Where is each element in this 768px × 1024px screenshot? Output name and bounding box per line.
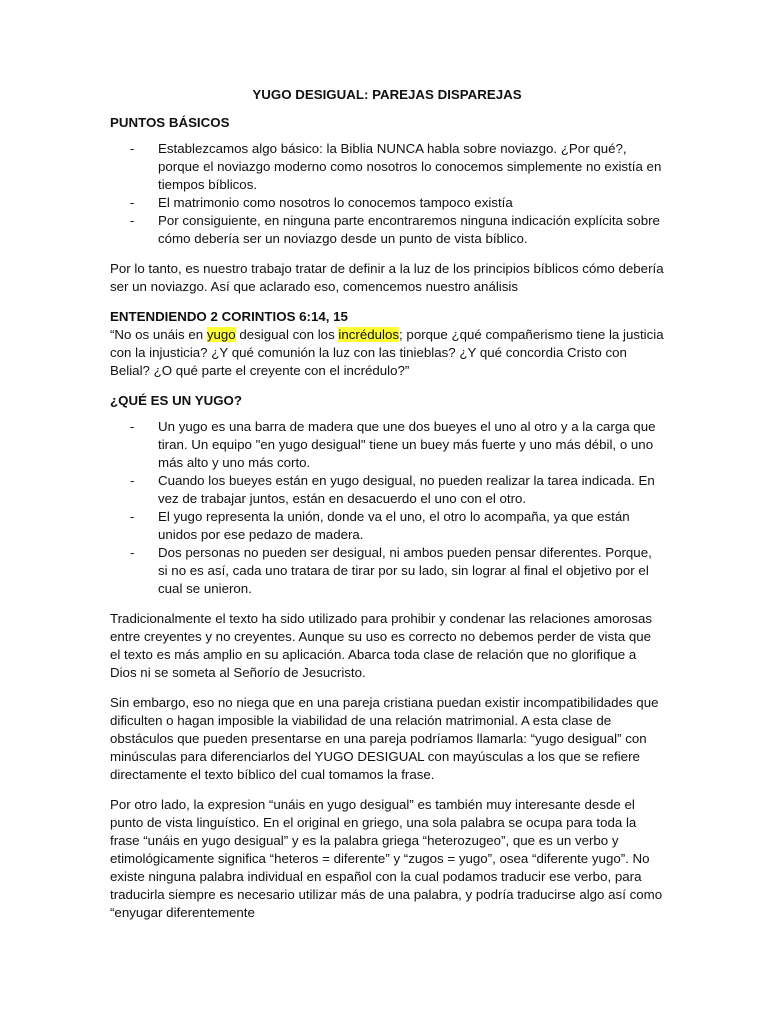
verse-text: ; porque ¿qué compañerismo tiene la justicia con la injusticia? ¿Y qué comunión la luz con las tinieblas? ¿Y qué concordia Cristo con Belial? ¿O qué parte el creyente con el incrédulo?” <box>110 327 664 378</box>
dash-bullet: - <box>130 545 135 560</box>
document-title: YUGO DESIGUAL: PAREJAS DISPAREJAS <box>252 87 522 102</box>
section-heading-puntos-basicos: PUNTOS BÁSICOS <box>110 115 230 130</box>
bullet-list-puntos-basicos <box>110 140 664 248</box>
verse-text: “No os unáis en <box>110 327 207 342</box>
list-item <box>110 508 664 544</box>
list-item <box>110 544 664 598</box>
dash-bullet: - <box>130 509 135 524</box>
list-item-text: Un yugo es una barra de madera que une dos bueyes el uno al otro y a la carga que tiran. Un equipo "en yugo desigual" tiene un buey más fuerte y uno más débil, o uno más alto y uno más corto. <box>158 419 656 470</box>
dash-bullet: - <box>130 141 135 156</box>
list-item-text: El yugo representa la unión, donde va el uno, el otro lo acompaña, ya que están unidos por ese pedazo de madera. <box>158 509 630 542</box>
dash-bullet: - <box>130 213 135 228</box>
paragraph: Por lo tanto, es nuestro trabajo tratar de definir a la luz de los principios bíblicos cómo debería ser un noviazgo. Así que aclarado eso, comencemos nuestro análisis <box>110 261 664 294</box>
dash-bullet: - <box>130 419 135 434</box>
list-item-text: El matrimonio como nosotros lo conocemos tampoco existía <box>158 195 513 210</box>
section-heading-2-corintios: ENTENDIENDO 2 CORINTIOS 6:14, 15 <box>110 309 348 324</box>
paragraph: Tradicionalmente el texto ha sido utilizado para prohibir y condenar las relaciones amorosas entre creyentes y no creyentes. Aunque su uso es correcto no debemos perder de vista que el texto es más amplio en su aplicación. Abarca toda clase de relación que no glorifique a Dios ni se someta al Señorío de Jesucristo. <box>110 611 653 680</box>
list-item <box>110 418 664 472</box>
highlighted-word: incrédulos <box>338 327 400 342</box>
dash-bullet: - <box>130 195 135 210</box>
bible-verse <box>110 326 664 380</box>
list-item-text: Dos personas no pueden ser desigual, ni ambos pueden pensar diferentes. Porque, si no es así, cada uno tratara de tirar por su lado, sin lograr al final el objetivo por el cual se unieron. <box>158 545 652 596</box>
section-heading-que-es-un-yugo: ¿QUÉ ES UN YUGO? <box>110 393 243 408</box>
list-item-text: Por consiguiente, en ninguna parte encontraremos ninguna indicación explícita sobre cómo debería ser un noviazgo desde un punto de vista bíblico. <box>158 213 660 246</box>
list-item <box>110 472 664 508</box>
list-item <box>110 212 664 248</box>
list-item <box>110 194 664 212</box>
list-item-text: Establezcamos algo básico: la Biblia NUNCA habla sobre noviazgo. ¿Por qué?, porque el noviazgo moderno como nosotros lo conocemos simplemente no existía en tiempos bíblicos. <box>158 141 662 192</box>
highlighted-word: yugo <box>206 327 236 342</box>
dash-bullet: - <box>130 473 135 488</box>
bullet-list-yugo <box>110 418 664 598</box>
list-item-text: Cuando los bueyes están en yugo desigual, no pueden realizar la tarea indicada. En vez de trabajar juntos, están en desacuerdo el uno con el otro. <box>158 473 655 506</box>
list-item <box>110 140 664 194</box>
paragraph: Sin embargo, eso no niega que en una pareja cristiana puedan existir incompatibilidades que dificulten o hagan imposible la viabilidad de una relación matrimonial. A esta clase de obstáculos que pueden presentarse en una pareja podríamos llamarla: “yugo desigual” con minúsculas para diferenciarlos del YUGO DESIGUAL con mayúsculas a los que se refiere directamente el texto bíblico del cual tomamos la frase. <box>110 695 659 782</box>
paragraph: Por otro lado, la expresion “unáis en yugo desigual” es también muy interesante desde el punto de vista linguístico. En el original en griego, una sola palabra se ocupa para toda la frase “unáis en yugo desigual” y es la palabra griega “heterozugeo”, que es un verbo y etimológicamente significa “heteros = diferente” y “zugos = yugo”, osea “diferente yugo”. No existe ninguna palabra individual en español con la cual podamos traducir ese verbo, para traducirla siempre es necesario utilizar más de una palabra, y podría traducirse algo así como “enyugar diferentemente <box>110 797 663 920</box>
verse-text: desigual con los <box>235 327 339 342</box>
